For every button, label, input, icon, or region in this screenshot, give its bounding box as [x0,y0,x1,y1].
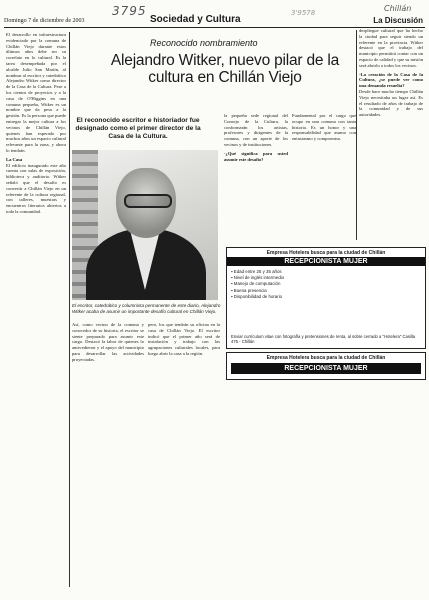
column-divider [356,30,357,240]
article-photo [72,150,218,300]
article-column-6 [359,28,423,238]
column-divider [69,32,70,587]
classified-ad-small [226,352,426,380]
ad-requirement: ▪ Nivel de inglés intermedio [231,275,419,281]
ad-contact: Enviar currículum vitae con fotografía y pretensiones de renta, al sobre cerrado a "Hotelera" Casilla 475 - Chillán [231,334,416,345]
article-column-1 [6,32,66,587]
article-text: El edificio inaugurado este año cuenta con salas de exposición, biblioteca y auditorio. Witker señaló que el desafío es convertir a Chillán Viejo en un referente de la cultura regional, con talleres, muestras y encuentros literarios abiertos a toda la comunidad. [6,162,66,214]
page-header [4,14,425,28]
article-kicker: Reconocido nombramiento [150,38,258,48]
ad-title: RECEPCIONISTA MUJER [227,257,425,266]
article-text: despliegue cultural que ha hecho la ciudad para seguir siendo un referente en la provincia. Witker destacó que el trabajo del municipio permitirá contar con un espacio de calidad y que su misión será abrirlo a todos los vecinos. [359,28,423,68]
photo-person-glasses [124,194,172,208]
interview-question: -¿Qué significa para usted asumir este desafío? [224,150,288,162]
issue-date: Domingo 7 de diciembre de 2003 [4,18,85,24]
article-deck: El reconocido escritor e historiador fue designado como el primer director de la Casa de la Cultura. [75,117,201,140]
article-column-4 [224,113,288,223]
handwritten-note: Chillán [384,4,412,13]
article-headline: Alejandro Witker, nuevo pilar de la cultura en Chillán Viejo [110,52,340,86]
ad-requirement: ▪ Disponibilidad de horario [231,294,419,300]
ad-requirement: ▪ Edad entre 25 y 35 años [231,269,419,275]
photo-caption: El escritor, catedrático y columnista permanente de este diario, Alejandro Witker acaba de asumir un importante desafío cultural en Chillán Viejo. [72,303,221,314]
ad-requirements [231,269,419,300]
article-text: El desarrollo en infraestructura evidenciado por la comuna de Chillán Viejo durante estos últimos años debe ser su correlato en lo cultural. Es la tarea desempeñada por el alcalde Julio San Martín, al nombrar al escritor y catedrático Alejandro Witker como director de la Casa de la Cultura. Pese a los cientos de proyectos y a la casa de O'Higgins en una comuna pequeña, Witker es un nombre que da peso a la gestión. Es la persona que puede entregar la mejor cultura a los vecinos de Chillán Viejo, quienes han esperado por muchos años un espacio cultural relevante para la zona, y ahora lo tendrán. [6,32,66,153]
ad-requirement: ▪ Buena presencia [231,288,419,294]
classified-ad [226,247,426,349]
article-subheading: La Casa [6,156,23,162]
article-column-2: Así, como vecino de la comuna y conocedor de su historia, el escritor se siente preparado para asumir este cargo. Destacó la labor de quienes lo antecedieron y el apoyo del municipio para desarrollar las actividades proyectadas. [72,322,144,362]
interview-question: -La creación de la Casa de la Cultura, ¿se puede ver como una demanda resuelta? [359,71,423,89]
ad-title: RECEPCIONISTA MUJER [231,363,421,374]
ad-intro: Empresa Hotelera busca para la ciudad de Chillán [266,250,386,256]
article-text: Desde hace mucho tiempo Chillán Viejo necesitaba un lugar así. Es el resultado de años de trabajo de la comunidad y de sus autoridades. [359,88,423,118]
ad-requirement: ▪ Manejo de computación [231,281,419,287]
archive-stamp: 3'9578 [291,9,316,17]
article-column-3: pero, los que tendrán su oficina en la casa de Chillán Viejo. El escritor indicó que el primer año será de instalación y trabajo con las agrupaciones culturales locales, para luego abrir la casa a la región. [148,322,220,356]
article-text: la pequeña sede regional del Consejo de la Cultura, la conformarán los artistas, profesores y dirigentes de la comuna, con un aporte de los vecinos y de instituciones. [224,113,288,147]
ad-intro: Empresa Hotelera busca para la ciudad de Chillán [266,355,386,361]
article-column-5: Fundamental por el cargo que ocupo en una comuna con tanta historia. Es un honor y una responsabilidad que asumo con entusiasmo y compromiso. [292,113,356,142]
handwritten-number: 3795 [112,4,147,18]
section-title: Sociedad y Cultura [150,14,241,25]
newspaper-name: La Discusión [373,16,423,25]
